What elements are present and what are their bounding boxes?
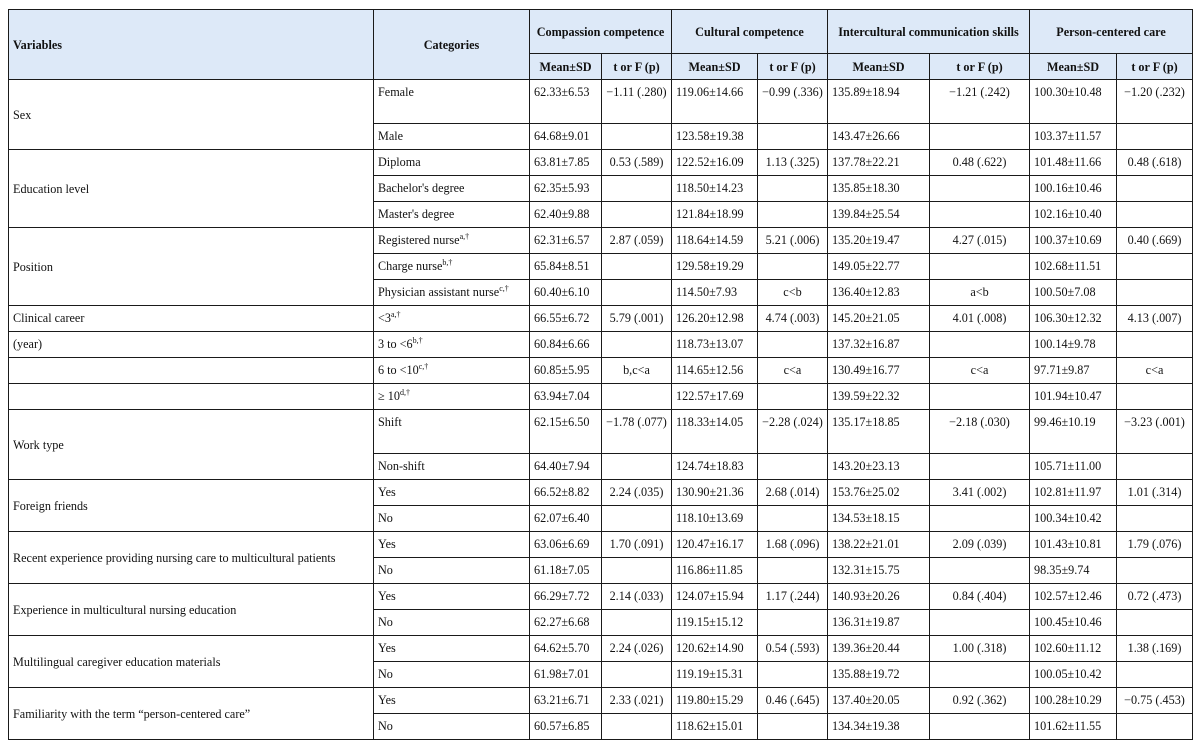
variable-label-empty: [9, 384, 374, 410]
mean-sd-cell: 122.52±16.09: [672, 150, 758, 176]
mean-sd-cell: 120.62±14.90: [672, 636, 758, 662]
stat-cell: 2.14 (.033): [602, 584, 672, 610]
stat-cell: [602, 176, 672, 202]
stat-cell: −1.11 (.280): [602, 80, 672, 124]
stat-cell: [602, 662, 672, 688]
mean-sd-cell: 60.57±6.85: [530, 714, 602, 740]
mean-sd-cell: 143.47±26.66: [828, 124, 930, 150]
category-cell: [374, 358, 530, 384]
stat-cell: c<a: [758, 358, 828, 384]
stat-cell: 4.01 (.008): [930, 306, 1030, 332]
mean-sd-cell: 66.52±8.82: [530, 480, 602, 506]
category-cell: [374, 202, 530, 228]
stat-cell: −1.21 (.242): [930, 80, 1030, 124]
category-cell: [374, 150, 530, 176]
stat-cell: 0.92 (.362): [930, 688, 1030, 714]
mean-sd-cell: 124.07±15.94: [672, 584, 758, 610]
mean-sd-cell: 103.37±11.57: [1030, 124, 1117, 150]
mean-sd-cell: 100.50±7.08: [1030, 280, 1117, 306]
mean-sd-cell: 101.43±10.81: [1030, 532, 1117, 558]
stat-cell: [1117, 384, 1193, 410]
variable-label: Foreign friends: [9, 480, 374, 532]
mean-sd-cell: 136.31±19.87: [828, 610, 930, 636]
category-cell: [374, 480, 530, 506]
category-label: Yes: [378, 589, 396, 603]
stat-cell: 2.68 (.014): [758, 480, 828, 506]
stat-cell: [602, 454, 672, 480]
mean-sd-cell: 105.71±11.00: [1030, 454, 1117, 480]
category-label: Yes: [378, 693, 396, 707]
stat-cell: [1117, 610, 1193, 636]
stat-cell: [758, 558, 828, 584]
stat-cell: 2.87 (.059): [602, 228, 672, 254]
mean-sd-cell: 99.46±10.19: [1030, 410, 1117, 454]
category-superscript: d,†: [399, 388, 410, 397]
category-cell: [374, 228, 530, 254]
mean-sd-cell: 134.34±19.38: [828, 714, 930, 740]
mean-sd-cell: 118.64±14.59: [672, 228, 758, 254]
variable-label-cont: (year): [9, 332, 374, 358]
mean-sd-cell: 121.84±18.99: [672, 202, 758, 228]
variable-label-empty: [9, 358, 374, 384]
mean-sd-cell: 101.62±11.55: [1030, 714, 1117, 740]
stat-cell: 4.13 (.007): [1117, 306, 1193, 332]
variable-label: Clinical career: [9, 306, 374, 332]
table-row: [9, 358, 1193, 384]
mean-sd-cell: 61.18±7.05: [530, 558, 602, 584]
category-label: 6 to <10: [378, 363, 419, 377]
header-group-compassion: Compassion competence: [530, 10, 672, 54]
category-label: No: [378, 719, 393, 733]
stat-cell: 0.84 (.404): [930, 584, 1030, 610]
stat-cell: [1117, 202, 1193, 228]
stat-cell: 2.33 (.021): [602, 688, 672, 714]
mean-sd-cell: 97.71±9.87: [1030, 358, 1117, 384]
header-group-cultural: Cultural competence: [672, 10, 828, 54]
mean-sd-cell: 102.68±11.51: [1030, 254, 1117, 280]
category-cell: [374, 176, 530, 202]
mean-sd-cell: 101.94±10.47: [1030, 384, 1117, 410]
header-variables: Variables: [9, 10, 374, 80]
stat-cell: [602, 202, 672, 228]
mean-sd-cell: 135.20±19.47: [828, 228, 930, 254]
stat-cell: 0.48 (.618): [1117, 150, 1193, 176]
stat-cell: [1117, 332, 1193, 358]
mean-sd-cell: 138.22±21.01: [828, 532, 930, 558]
mean-sd-cell: 135.17±18.85: [828, 410, 930, 454]
category-cell: [374, 254, 530, 280]
category-label: Diploma: [378, 155, 421, 169]
mean-sd-cell: 139.36±20.44: [828, 636, 930, 662]
mean-sd-cell: 106.30±12.32: [1030, 306, 1117, 332]
mean-sd-cell: 100.28±10.29: [1030, 688, 1117, 714]
category-label: Female: [378, 85, 414, 99]
stat-cell: [1117, 280, 1193, 306]
category-label: 3 to <6: [378, 337, 413, 351]
mean-sd-cell: 130.49±16.77: [828, 358, 930, 384]
stat-cell: [758, 714, 828, 740]
mean-sd-cell: 100.45±10.46: [1030, 610, 1117, 636]
stat-cell: [1117, 662, 1193, 688]
stat-cell: −3.23 (.001): [1117, 410, 1193, 454]
stat-cell: 1.38 (.169): [1117, 636, 1193, 662]
category-cell: [374, 80, 530, 124]
mean-sd-cell: 62.35±5.93: [530, 176, 602, 202]
mean-sd-cell: 143.20±23.13: [828, 454, 930, 480]
stat-cell: −1.20 (.232): [1117, 80, 1193, 124]
category-cell: [374, 584, 530, 610]
mean-sd-cell: 102.16±10.40: [1030, 202, 1117, 228]
stat-cell: −2.18 (.030): [930, 410, 1030, 454]
stat-cell: [930, 558, 1030, 584]
mean-sd-cell: 63.06±6.69: [530, 532, 602, 558]
table-row: [9, 688, 1193, 714]
variable-label: Experience in multicultural nursing education: [9, 584, 374, 636]
mean-sd-cell: 60.40±6.10: [530, 280, 602, 306]
mean-sd-cell: 136.40±12.83: [828, 280, 930, 306]
stat-cell: 0.48 (.622): [930, 150, 1030, 176]
stat-cell: 0.40 (.669): [1117, 228, 1193, 254]
variable-label: Work type: [9, 410, 374, 480]
stat-cell: [1117, 454, 1193, 480]
variable-label: Familiarity with the term “person-centered care”: [9, 688, 374, 740]
stat-cell: [930, 610, 1030, 636]
mean-sd-cell: 62.33±6.53: [530, 80, 602, 124]
mean-sd-cell: 137.40±20.05: [828, 688, 930, 714]
mean-sd-cell: 64.62±5.70: [530, 636, 602, 662]
mean-sd-cell: 66.55±6.72: [530, 306, 602, 332]
table-row: [9, 532, 1193, 558]
stat-cell: [758, 202, 828, 228]
header-mean-sd: Mean±SD: [1030, 54, 1117, 80]
stat-cell: 1.17 (.244): [758, 584, 828, 610]
category-label: Registered nurse: [378, 233, 460, 247]
header-t-or-f: t or F (p): [1117, 54, 1193, 80]
mean-sd-cell: 116.86±11.85: [672, 558, 758, 584]
stat-cell: 1.68 (.096): [758, 532, 828, 558]
stat-cell: [930, 662, 1030, 688]
mean-sd-cell: 63.81±7.85: [530, 150, 602, 176]
mean-sd-cell: 129.58±19.29: [672, 254, 758, 280]
mean-sd-cell: 124.74±18.83: [672, 454, 758, 480]
stat-cell: a<b: [930, 280, 1030, 306]
mean-sd-cell: 139.84±25.54: [828, 202, 930, 228]
mean-sd-cell: 102.57±12.46: [1030, 584, 1117, 610]
stat-cell: [602, 124, 672, 150]
stat-cell: [930, 176, 1030, 202]
mean-sd-cell: 118.62±15.01: [672, 714, 758, 740]
mean-sd-cell: 64.40±7.94: [530, 454, 602, 480]
stat-cell: [930, 384, 1030, 410]
category-cell: [374, 280, 530, 306]
category-cell: [374, 558, 530, 584]
table-body: [9, 80, 1193, 740]
mean-sd-cell: 135.88±19.72: [828, 662, 930, 688]
mean-sd-cell: 100.34±10.42: [1030, 506, 1117, 532]
stat-cell: 0.53 (.589): [602, 150, 672, 176]
stat-cell: c<a: [1117, 358, 1193, 384]
mean-sd-cell: 134.53±18.15: [828, 506, 930, 532]
stat-cell: [1117, 714, 1193, 740]
stat-cell: [602, 280, 672, 306]
category-label: No: [378, 667, 393, 681]
category-cell: [374, 384, 530, 410]
stat-cell: 1.70 (.091): [602, 532, 672, 558]
mean-sd-cell: 66.29±7.72: [530, 584, 602, 610]
stat-cell: [930, 254, 1030, 280]
stat-cell: 3.41 (.002): [930, 480, 1030, 506]
mean-sd-cell: 62.31±6.57: [530, 228, 602, 254]
category-label: ≥ 10: [378, 389, 400, 403]
mean-sd-cell: 118.10±13.69: [672, 506, 758, 532]
table-row: [9, 384, 1193, 410]
category-superscript: a,†: [459, 232, 470, 241]
mean-sd-cell: 122.57±17.69: [672, 384, 758, 410]
mean-sd-cell: 100.14±9.78: [1030, 332, 1117, 358]
stat-cell: [602, 384, 672, 410]
category-cell: [374, 506, 530, 532]
category-label: Yes: [378, 641, 396, 655]
stat-cell: [602, 558, 672, 584]
variable-label: Recent experience providing nursing care to multicultural patients: [9, 532, 374, 584]
mean-sd-cell: 120.47±16.17: [672, 532, 758, 558]
stat-cell: 0.72 (.473): [1117, 584, 1193, 610]
mean-sd-cell: 62.40±9.88: [530, 202, 602, 228]
mean-sd-cell: 132.31±15.75: [828, 558, 930, 584]
mean-sd-cell: 100.37±10.69: [1030, 228, 1117, 254]
header-t-or-f: t or F (p): [758, 54, 828, 80]
category-superscript: c,†: [418, 362, 429, 371]
mean-sd-cell: 119.19±15.31: [672, 662, 758, 688]
mean-sd-cell: 114.65±12.56: [672, 358, 758, 384]
table-container: [8, 9, 1193, 740]
variable-label: Sex: [9, 80, 374, 150]
stat-cell: [930, 124, 1030, 150]
category-superscript: b,†: [412, 336, 423, 345]
mean-sd-cell: 135.85±18.30: [828, 176, 930, 202]
stat-cell: −2.28 (.024): [758, 410, 828, 454]
stat-cell: [930, 506, 1030, 532]
mean-sd-cell: 102.81±11.97: [1030, 480, 1117, 506]
mean-sd-cell: 101.48±11.66: [1030, 150, 1117, 176]
header-categories: Categories: [374, 10, 530, 80]
category-cell: [374, 714, 530, 740]
category-cell: [374, 124, 530, 150]
mean-sd-cell: 62.07±6.40: [530, 506, 602, 532]
stat-cell: 2.24 (.035): [602, 480, 672, 506]
mean-sd-cell: 123.58±19.38: [672, 124, 758, 150]
category-label: Charge nurse: [378, 259, 443, 273]
mean-sd-cell: 98.35±9.74: [1030, 558, 1117, 584]
category-cell: [374, 454, 530, 480]
header-t-or-f: t or F (p): [602, 54, 672, 80]
mean-sd-cell: 102.60±11.12: [1030, 636, 1117, 662]
mean-sd-cell: 114.50±7.93: [672, 280, 758, 306]
table-header: [9, 10, 1193, 80]
mean-sd-cell: 140.93±20.26: [828, 584, 930, 610]
header-t-or-f: t or F (p): [930, 54, 1030, 80]
stat-cell: −0.99 (.336): [758, 80, 828, 124]
category-cell: [374, 410, 530, 454]
mean-sd-cell: 118.73±13.07: [672, 332, 758, 358]
mean-sd-cell: 100.05±10.42: [1030, 662, 1117, 688]
header-mean-sd: Mean±SD: [828, 54, 930, 80]
category-label: No: [378, 615, 393, 629]
table-row: [9, 584, 1193, 610]
table-row: [9, 410, 1193, 454]
variable-label: Multilingual caregiver education materials: [9, 636, 374, 688]
category-label: <3: [378, 311, 391, 325]
mean-sd-cell: 119.06±14.66: [672, 80, 758, 124]
stat-cell: [602, 254, 672, 280]
stat-cell: [758, 384, 828, 410]
data-table: [8, 9, 1193, 740]
category-label: Male: [378, 129, 404, 143]
stat-cell: c<b: [758, 280, 828, 306]
variable-label: Position: [9, 228, 374, 306]
category-cell: [374, 610, 530, 636]
stat-cell: [1117, 506, 1193, 532]
mean-sd-cell: 63.21±6.71: [530, 688, 602, 714]
category-label: Shift: [378, 415, 402, 429]
stat-cell: [930, 202, 1030, 228]
mean-sd-cell: 60.85±5.95: [530, 358, 602, 384]
variable-label: Education level: [9, 150, 374, 228]
stat-cell: [602, 506, 672, 532]
table-row: [9, 480, 1193, 506]
stat-cell: −0.75 (.453): [1117, 688, 1193, 714]
mean-sd-cell: 118.33±14.05: [672, 410, 758, 454]
table-row: [9, 150, 1193, 176]
stat-cell: [1117, 176, 1193, 202]
mean-sd-cell: 60.84±6.66: [530, 332, 602, 358]
table-row: [9, 80, 1193, 124]
stat-cell: 5.79 (.001): [602, 306, 672, 332]
mean-sd-cell: 119.80±15.29: [672, 688, 758, 714]
mean-sd-cell: 62.27±6.68: [530, 610, 602, 636]
stat-cell: 1.13 (.325): [758, 150, 828, 176]
stat-cell: [930, 714, 1030, 740]
mean-sd-cell: 65.84±8.51: [530, 254, 602, 280]
category-label: No: [378, 563, 393, 577]
stat-cell: [1117, 558, 1193, 584]
category-superscript: b,†: [442, 258, 453, 267]
mean-sd-cell: 100.16±10.46: [1030, 176, 1117, 202]
mean-sd-cell: 145.20±21.05: [828, 306, 930, 332]
mean-sd-cell: 61.98±7.01: [530, 662, 602, 688]
header-mean-sd: Mean±SD: [530, 54, 602, 80]
stat-cell: [758, 610, 828, 636]
category-cell: [374, 306, 530, 332]
stat-cell: [930, 454, 1030, 480]
stat-cell: [1117, 124, 1193, 150]
category-label: Bachelor's degree: [378, 181, 465, 195]
mean-sd-cell: 135.89±18.94: [828, 80, 930, 124]
stat-cell: [758, 454, 828, 480]
category-cell: [374, 332, 530, 358]
stat-cell: 1.00 (.318): [930, 636, 1030, 662]
stat-cell: [758, 332, 828, 358]
stat-cell: 5.21 (.006): [758, 228, 828, 254]
stat-cell: 0.54 (.593): [758, 636, 828, 662]
stat-cell: 4.27 (.015): [930, 228, 1030, 254]
table-row: [9, 332, 1193, 358]
category-superscript: a,†: [390, 310, 401, 319]
mean-sd-cell: 149.05±22.77: [828, 254, 930, 280]
mean-sd-cell: 137.78±22.21: [828, 150, 930, 176]
mean-sd-cell: 118.50±14.23: [672, 176, 758, 202]
category-label: No: [378, 511, 393, 525]
stat-cell: 1.01 (.314): [1117, 480, 1193, 506]
category-label: Physician assistant nurse: [378, 285, 500, 299]
stat-cell: [602, 610, 672, 636]
mean-sd-cell: 64.68±9.01: [530, 124, 602, 150]
category-label: Non-shift: [378, 459, 425, 473]
stat-cell: 4.74 (.003): [758, 306, 828, 332]
mean-sd-cell: 153.76±25.02: [828, 480, 930, 506]
category-label: Yes: [378, 485, 396, 499]
header-mean-sd: Mean±SD: [672, 54, 758, 80]
table-row: [9, 228, 1193, 254]
stat-cell: [758, 124, 828, 150]
category-superscript: c,†: [499, 284, 509, 293]
mean-sd-cell: 126.20±12.98: [672, 306, 758, 332]
category-cell: [374, 688, 530, 714]
stat-cell: [758, 662, 828, 688]
stat-cell: [758, 176, 828, 202]
stat-cell: [930, 332, 1030, 358]
category-cell: [374, 532, 530, 558]
category-cell: [374, 662, 530, 688]
stat-cell: [602, 714, 672, 740]
header-group-intercultural: Intercultural communication skills: [828, 10, 1030, 54]
stat-cell: 0.46 (.645): [758, 688, 828, 714]
category-label: Master's degree: [378, 207, 455, 221]
mean-sd-cell: 100.30±10.48: [1030, 80, 1117, 124]
stat-cell: b,c<a: [602, 358, 672, 384]
mean-sd-cell: 139.59±22.32: [828, 384, 930, 410]
table-row: [9, 306, 1193, 332]
stat-cell: [602, 332, 672, 358]
mean-sd-cell: 62.15±6.50: [530, 410, 602, 454]
stat-cell: 2.24 (.026): [602, 636, 672, 662]
stat-cell: [758, 254, 828, 280]
stat-cell: [758, 506, 828, 532]
stat-cell: 2.09 (.039): [930, 532, 1030, 558]
mean-sd-cell: 130.90±21.36: [672, 480, 758, 506]
stat-cell: 1.79 (.076): [1117, 532, 1193, 558]
header-group-person-centered: Person-centered care: [1030, 10, 1193, 54]
category-label: Yes: [378, 537, 396, 551]
stat-cell: −1.78 (.077): [602, 410, 672, 454]
mean-sd-cell: 63.94±7.04: [530, 384, 602, 410]
mean-sd-cell: 137.32±16.87: [828, 332, 930, 358]
category-cell: [374, 636, 530, 662]
stat-cell: [1117, 254, 1193, 280]
mean-sd-cell: 119.15±15.12: [672, 610, 758, 636]
stat-cell: c<a: [930, 358, 1030, 384]
table-row: [9, 636, 1193, 662]
